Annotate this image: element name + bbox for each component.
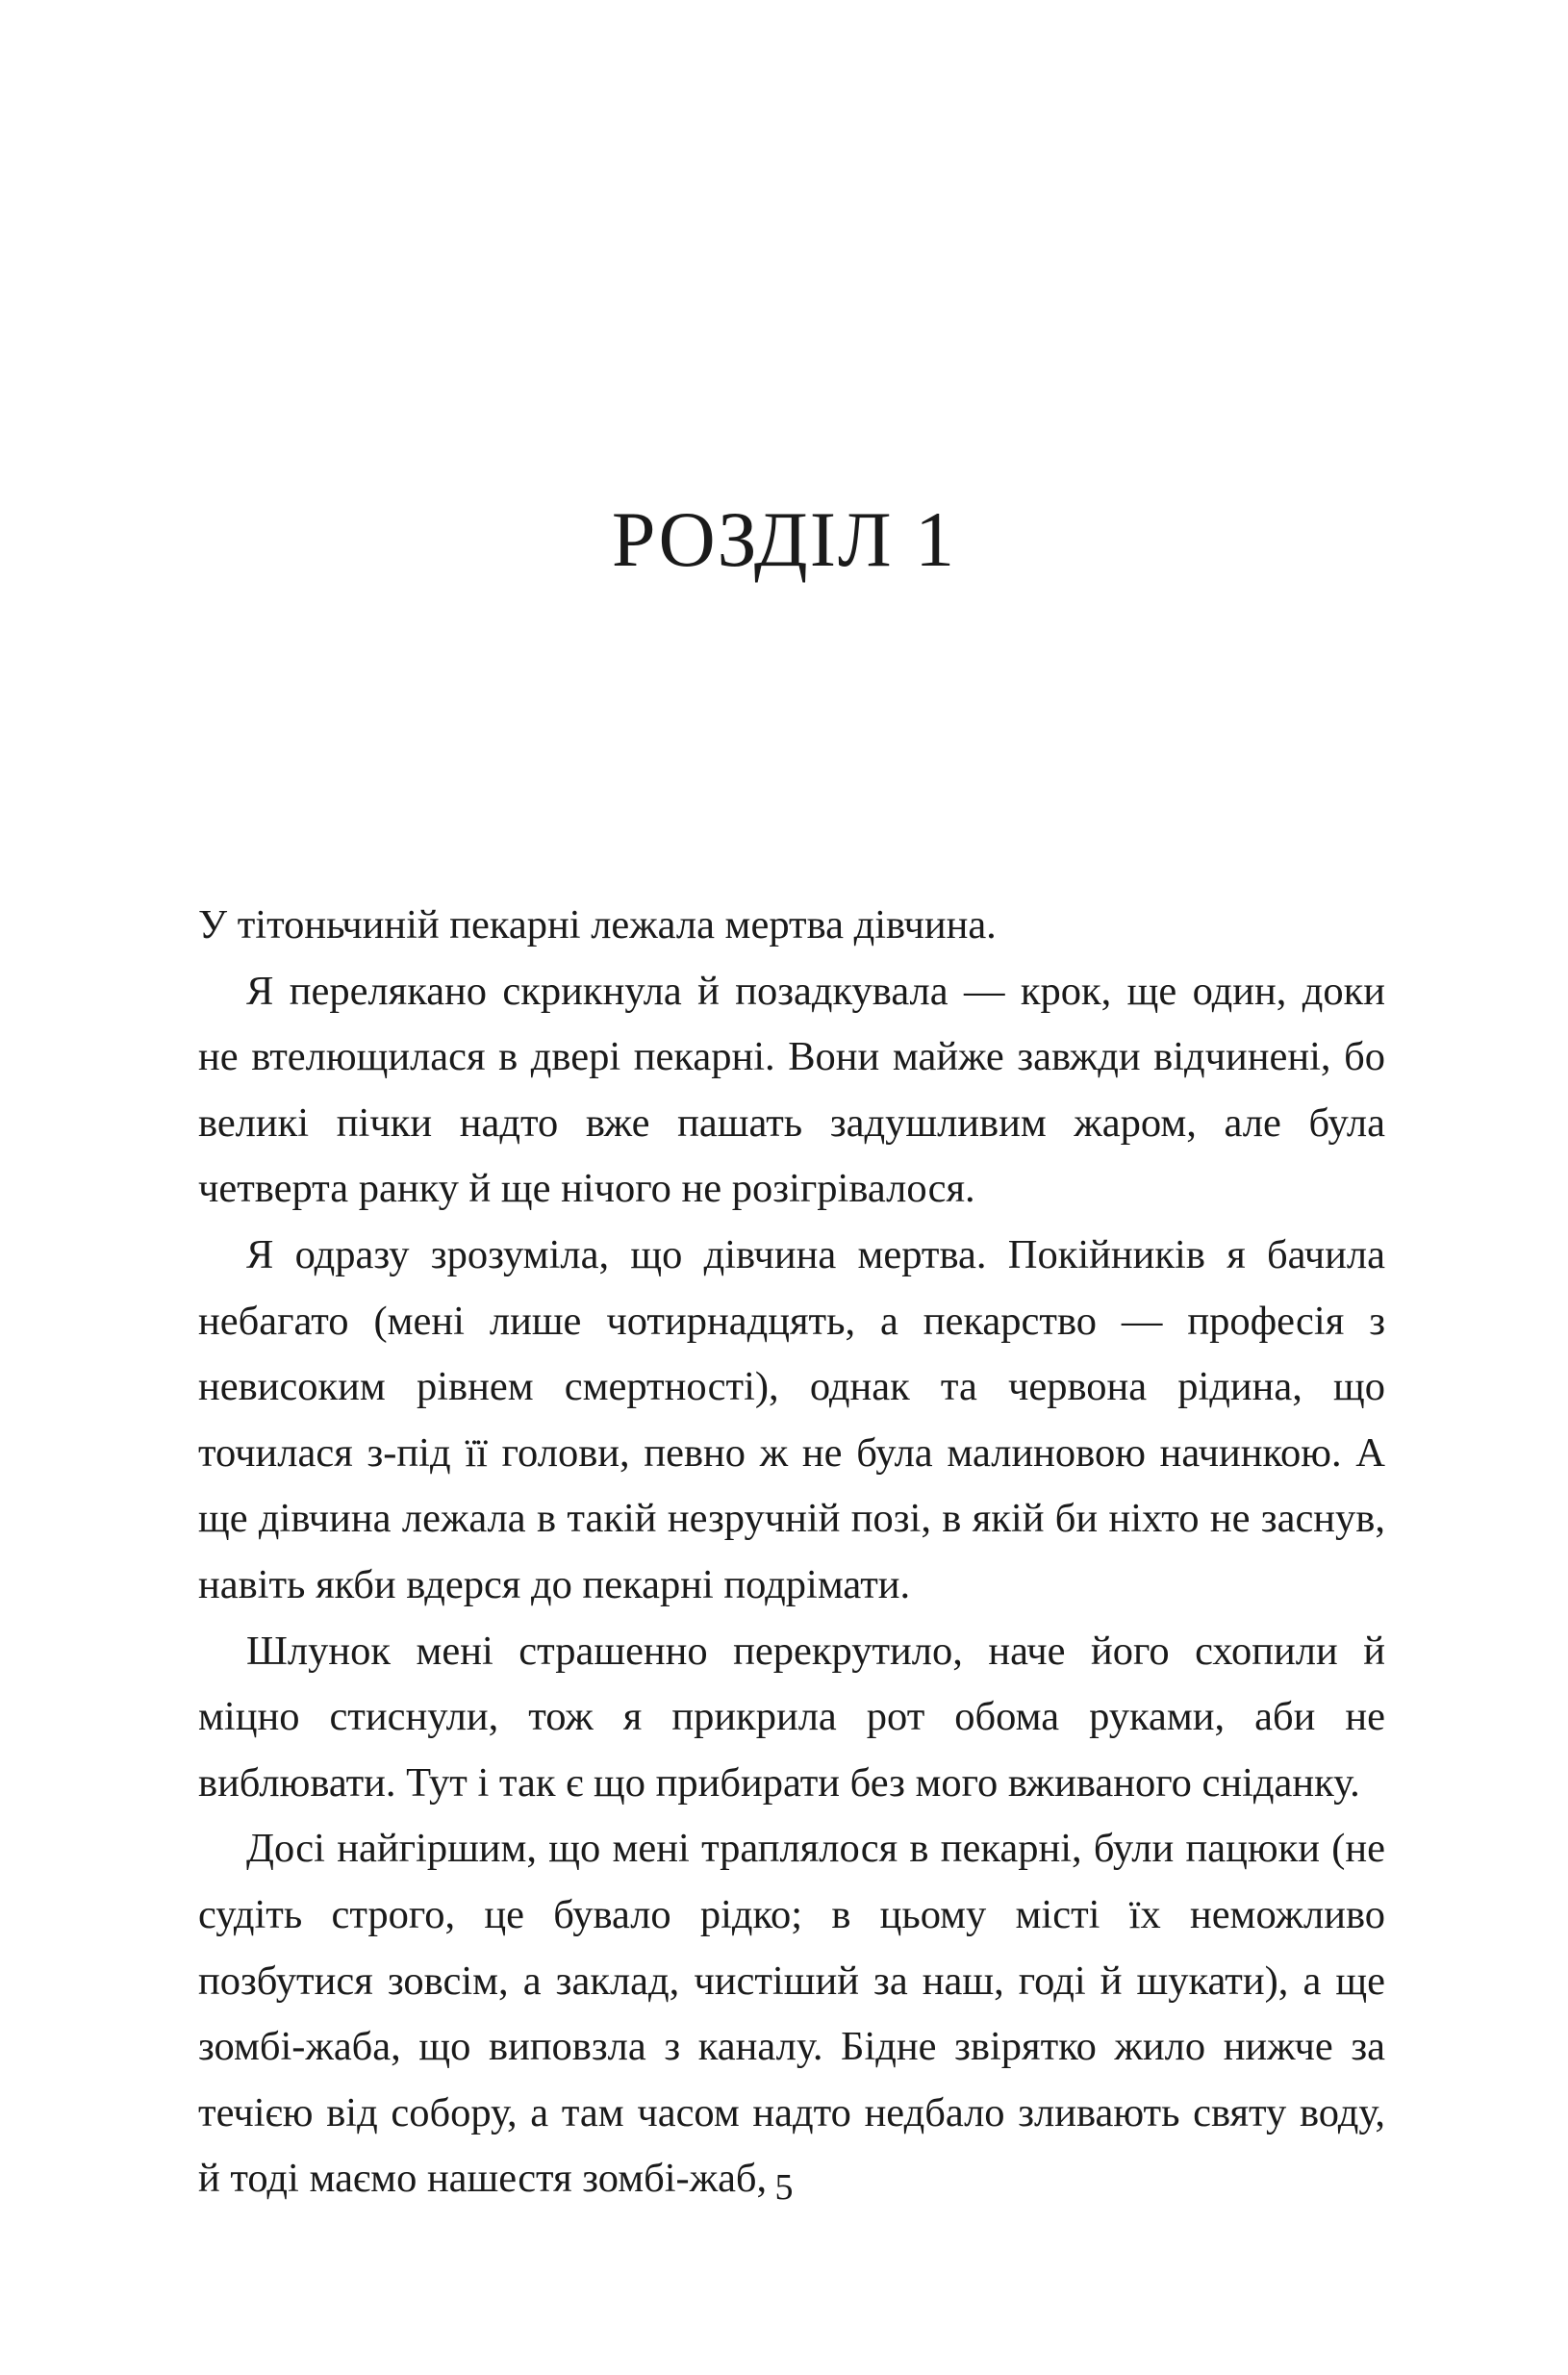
page-number: 5 xyxy=(774,2167,794,2208)
paragraph: Досі найгіршим, що мені траплялося в пекарні, були пацюки (не судіть строго, це бувало рідко; в цьому місті їх неможливо позбутися зовсім, а заклад, чистіший за наш, годі й шукати), а ще зомбі-жаба, що виповзла з каналу. Бідне звірятко жило нижче за течією від собору, а там часом надто недбало зливають святу воду, й тоді маємо нашестя зомбі-жаб, xyxy=(198,1826,1385,2202)
chapter-title: РОЗДІЛ 1 xyxy=(611,495,957,583)
paragraph: Шлунок мені страшенно перекрутило, наче його схопили й міцно стиснули, тож я прикрила рот обома руками, аби не виблювати. Тут і так є що прибирати без мого вживаного сніданку. xyxy=(198,1628,1385,1806)
body-text xyxy=(198,893,1385,2212)
paragraph: Я одразу зрозуміла, що дівчина мертва. Покійників я бачила небагато (мені лише чотирнадцять, а пекарство — професія з невисоким рівнем смертності), однак та червона рідина, що точилася з-під її голови, певно ж не була малиновою начинкою. А ще дівчина лежала в такій незручній позі, в якій би ніхто не заснув, навіть якби вдерся до пекарні подрімати. xyxy=(198,1231,1385,1607)
paragraph: Я перелякано скрикнула й позадкувала — крок, ще один, доки не втелющилася в двері пекарні. Вони майже завжди відчинені, бо великі пічки надто вже пашать задушливим жаром, але була четверта ранку й ще нічого не розігрівалося. xyxy=(198,968,1385,1212)
paragraph: У тітоньчиній пекарні лежала мертва дівчина. xyxy=(198,902,997,947)
